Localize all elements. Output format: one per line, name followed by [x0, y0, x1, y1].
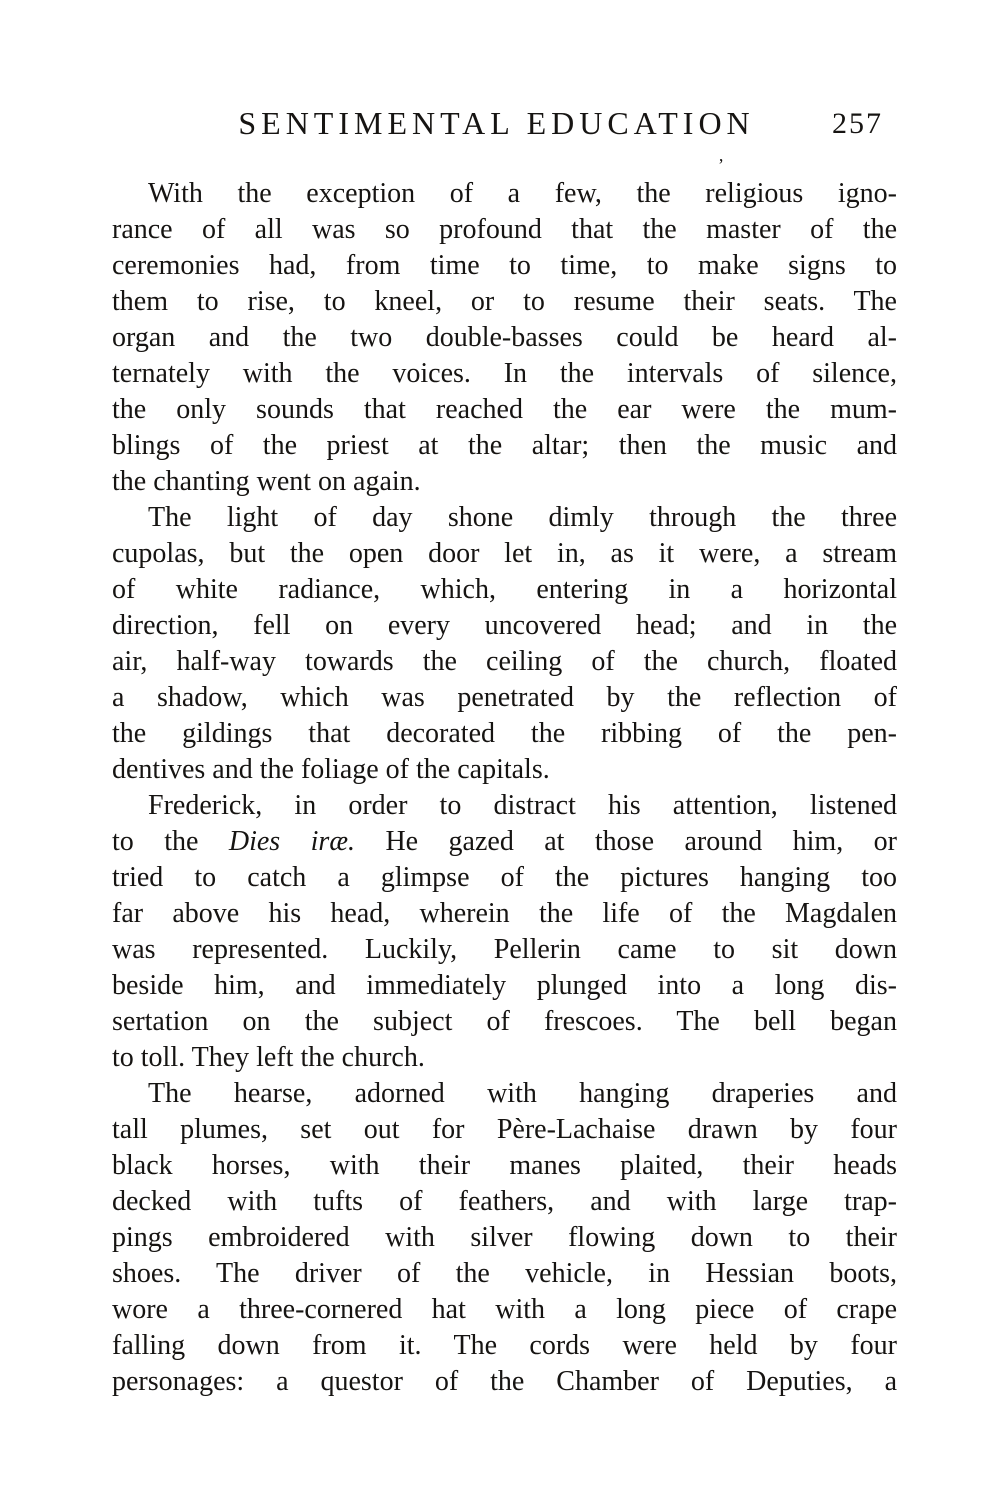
text-column [112, 103, 897, 1400]
text-line: personages: a questor of the Chamber of Deputies, a [112, 1366, 897, 1397]
text-line: the only sounds that reached the ear were the mum- [112, 394, 897, 425]
text-line: a shadow, which was penetrated by the reflection of [112, 682, 897, 713]
text-line: beside him, and immediately plunged into a long dis- [112, 970, 897, 1001]
text-line: With the exception of a few, the religious igno- [148, 178, 897, 209]
text-line: of white radiance, which, entering in a horizontal [112, 574, 897, 605]
paragraph [112, 500, 897, 788]
text-line: was represented. Luckily, Pellerin came to sit down [112, 934, 897, 965]
text-line: black horses, with their manes plaited, their heads [112, 1150, 897, 1181]
text-line: to the Dies iræ. He gazed at those around him, or [112, 826, 897, 857]
paragraph [112, 788, 897, 1076]
text-line: blings of the priest at the altar; then the music and [112, 430, 897, 461]
page-number: 257 [832, 107, 883, 140]
text-line: sertation on the subject of frescoes. The bell began [112, 1006, 897, 1037]
text-line: far above his head, wherein the life of the Magdalen [112, 898, 897, 929]
paragraph [112, 1076, 897, 1400]
text-line: direction, fell on every uncovered head; and in the [112, 610, 897, 641]
text-line: tall plumes, set out for Père-Lachaise drawn by four [112, 1114, 897, 1145]
ink-speck-artifact: ’ [718, 155, 724, 175]
text-line: The light of day shone dimly through the three [148, 502, 897, 533]
running-title: SENTIMENTAL EDUCATION [238, 105, 755, 141]
text-line: organ and the two double-basses could be heard al- [112, 322, 897, 353]
text-line: rance of all was so profound that the master of the [112, 214, 897, 245]
text-line: cupolas, but the open door let in, as it were, a stream [112, 538, 897, 569]
text-line: decked with tufts of feathers, and with large trap- [112, 1186, 897, 1217]
text-line: the chanting went on again. [112, 466, 421, 497]
text-line: ceremonies had, from time to time, to make signs to [112, 250, 897, 281]
text-line: Frederick, in order to distract his attention, listened [148, 790, 897, 821]
text-line: them to rise, to kneel, or to resume their seats. The [112, 286, 897, 317]
text-line: pings embroidered with silver flowing down to their [112, 1222, 897, 1253]
text-line: the gildings that decorated the ribbing of the pen- [112, 718, 897, 749]
page-header [112, 103, 897, 145]
text-line: ternately with the voices. In the intervals of silence, [112, 358, 897, 389]
paragraph [112, 176, 897, 500]
text-line: dentives and the foliage of the capitals. [112, 754, 550, 785]
body-text [112, 176, 897, 1400]
text-line: air, half-way towards the ceiling of the church, floated [112, 646, 897, 677]
text-line: The hearse, adorned with hanging draperies and [148, 1078, 897, 1109]
text-line: shoes. The driver of the vehicle, in Hessian boots, [112, 1258, 897, 1289]
text-line: to toll. They left the church. [112, 1042, 425, 1073]
text-line: falling down from it. The cords were held by four [112, 1330, 897, 1361]
text-line: wore a three-cornered hat with a long piece of crape [112, 1294, 897, 1325]
text-line: tried to catch a glimpse of the pictures hanging too [112, 862, 897, 893]
